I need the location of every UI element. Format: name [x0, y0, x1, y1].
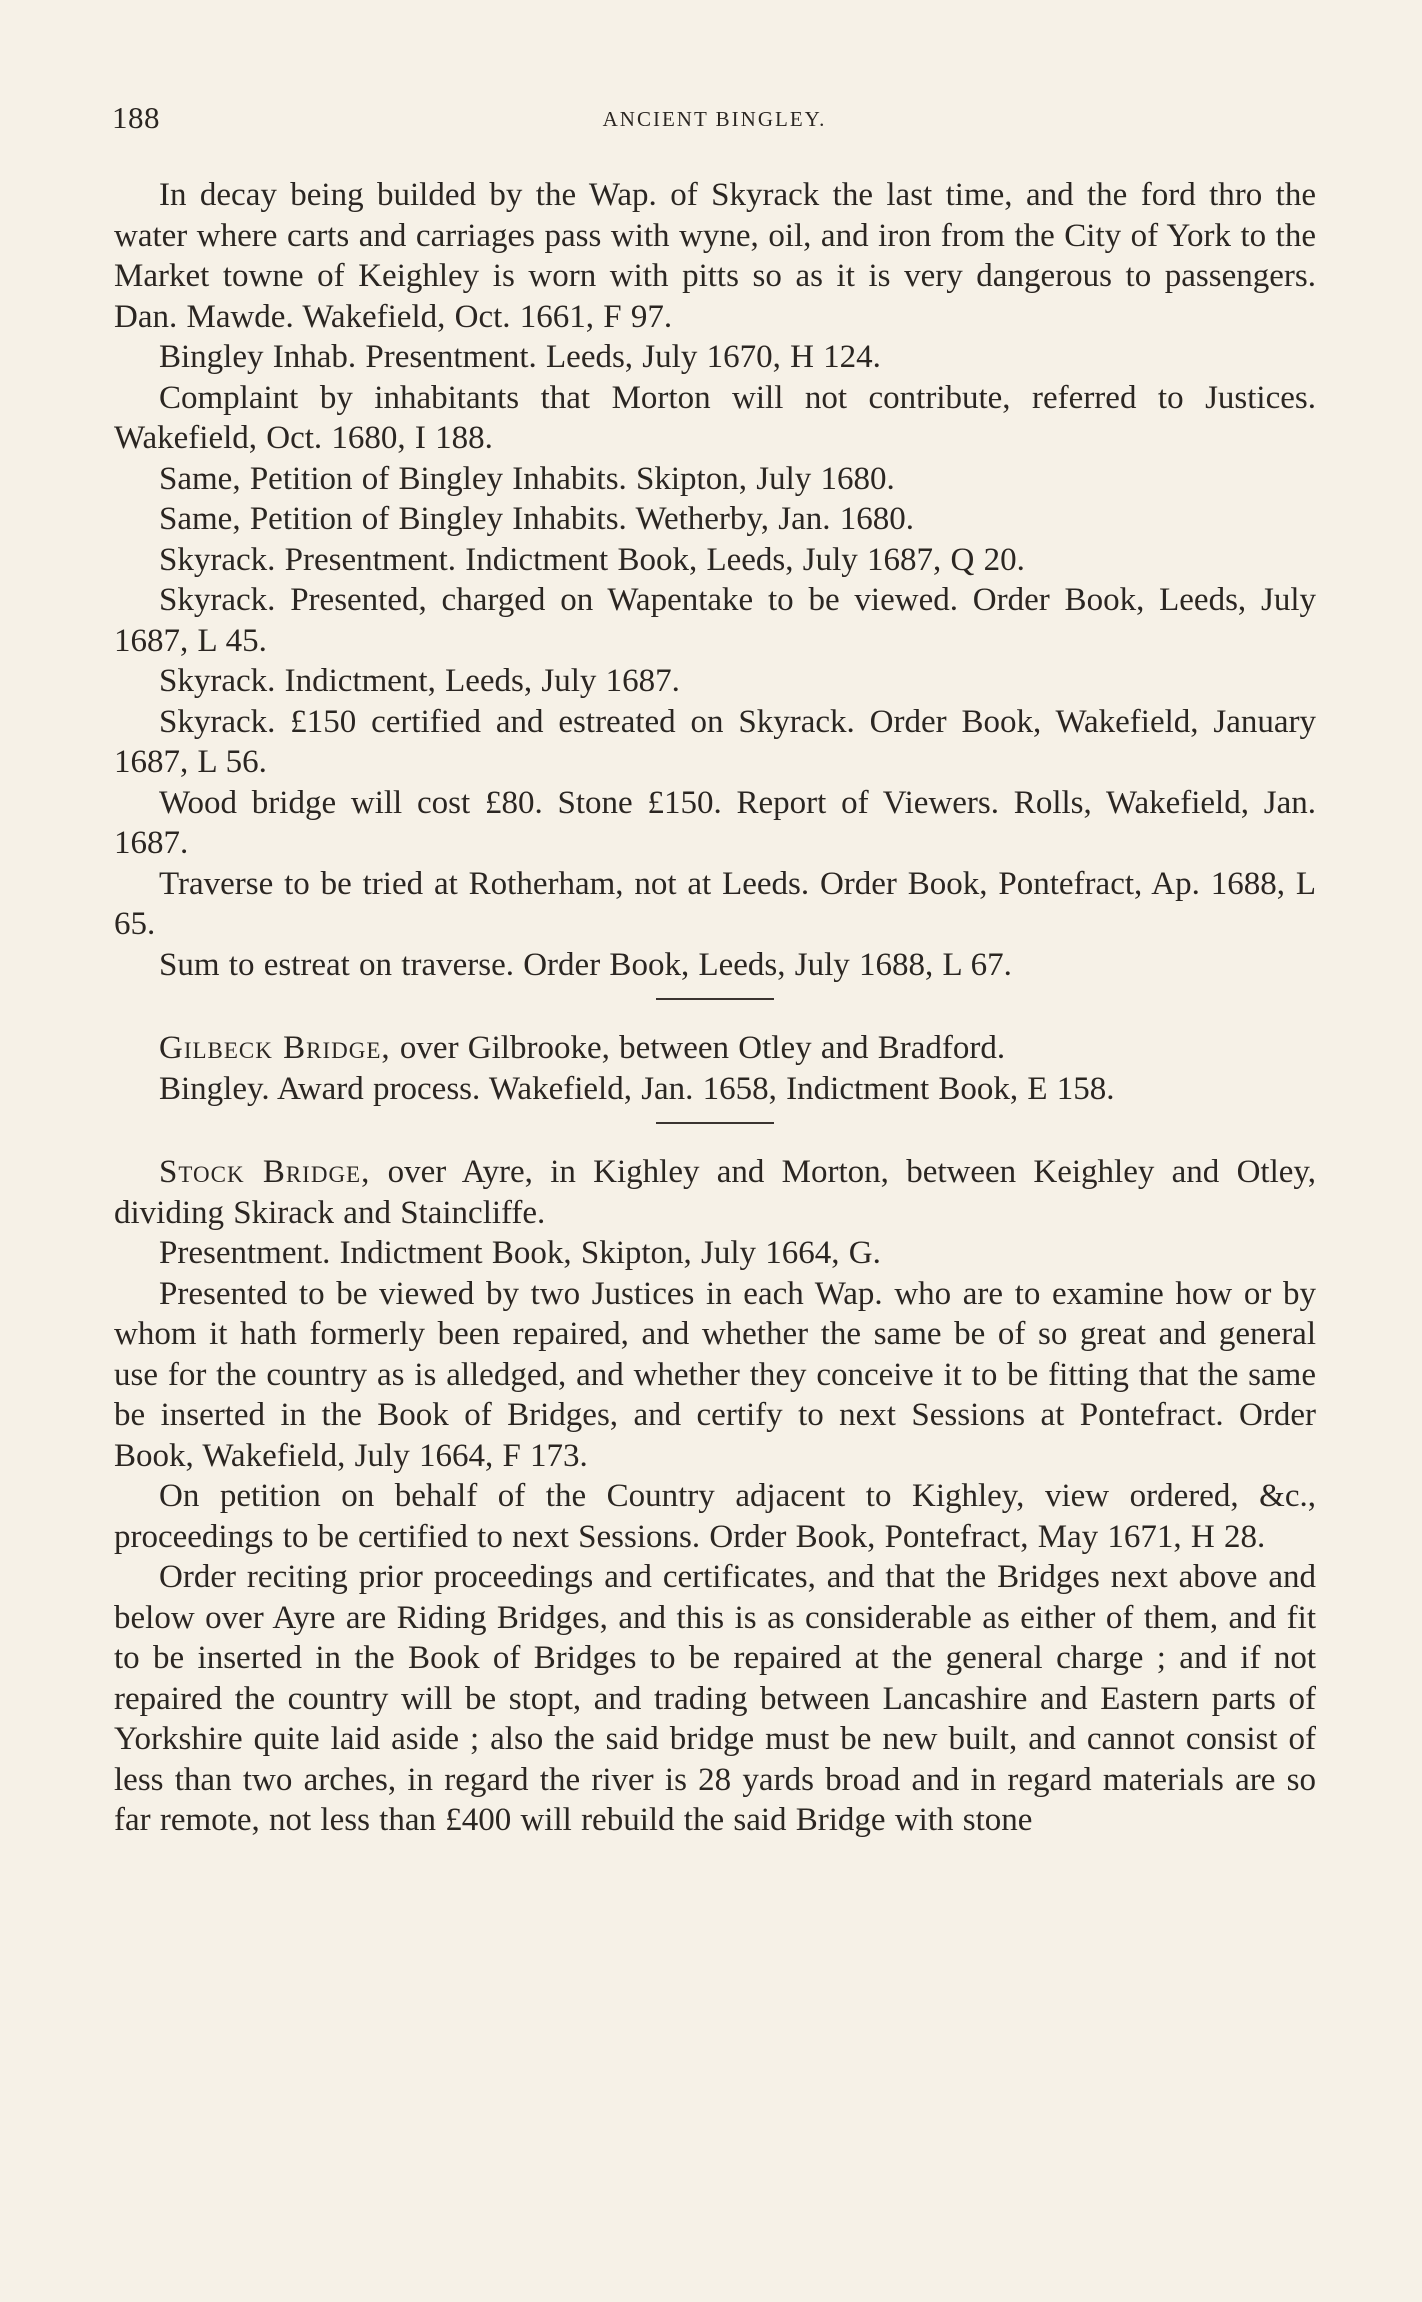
paragraph-stock-petition: On petition on behalf of the Country adjacent to Kighley, view ordered, &c., proceedings to be certified to next Sessions. Order Book, Pontefract, May 1671, H 28.	[114, 1478, 1316, 1555]
paragraph-skyrack-presented: Skyrack. Presented, charged on Wapentake to be viewed. Order Book, Leeds, July 1687, L 45.	[114, 582, 1316, 659]
gilbeck-bridge-heading: Gilbeck Bridge,	[159, 1030, 391, 1066]
page-number: 188	[112, 100, 160, 135]
stock-bridge-heading-rest: over Ayre, in Kighley and Morton, between Keighley and Otley, dividing Skirack and Staincliffe.	[114, 1154, 1317, 1231]
body-text	[114, 175, 1316, 1841]
paragraph-petition-wetherby: Same, Petition of Bingley Inhabits. Wetherby, Jan. 1680.	[159, 501, 914, 537]
paragraph-gilbeck-award: Bingley. Award process. Wakefield, Jan. 1658, Indictment Book, E 158.	[159, 1070, 1115, 1107]
paragraph-bingley-presentment: Bingley Inhab. Presentment. Leeds, July 1670, H 124.	[159, 339, 881, 375]
paragraph-stock-order: Order reciting prior proceedings and certificates, and that the Bridges next above and below over Ayre are Riding Bridges, and this is as considerable as either of them, and fit to be inserted in the Book of Bridges to be repaired at the general charge ; and if not repaired the country will be stopt, and trading between Lancashire and Eastern parts of Yorkshire quite laid aside ; also the said bridge must be new built, and cannot consist of less than two arches, in regard the river is 28 yards broad and in regard materials are so far remote, not less than £400 will rebuild the said Bridge with stone	[114, 1559, 1316, 1838]
paragraph-morton-complaint: Complaint by inhabitants that Morton will not contribute, referred to Justices. Wakefield, Oct. 1680, I 188.	[114, 379, 1316, 456]
running-title: ANCIENT BINGLEY.	[602, 107, 827, 131]
paragraph-stock-presentment: Presentment. Indictment Book, Skipton, July 1664, G.	[159, 1235, 881, 1271]
gilbeck-bridge-heading-paragraph	[114, 1028, 1316, 1069]
section-divider	[656, 998, 774, 1000]
paragraph-petition-skipton: Same, Petition of Bingley Inhabits. Skipton, July 1680.	[159, 460, 895, 497]
running-header	[112, 100, 1317, 140]
paragraph-skyrack-indictment: Skyrack. Indictment, Leeds, July 1687.	[159, 663, 680, 699]
paragraph-sum-estreat: Sum to estreat on traverse. Order Book, Leeds, July 1688, L 67.	[159, 946, 1012, 983]
paragraph-decay: In decay being builded by the Wap. of Skyrack the last time, and the ford thro the water where carts and carriages pass with wyne, oil, and iron from the City of York to the Market towne of Keighley is worn with pitts so as it is very dangerous to passengers. Dan. Mawde. Wakefield, Oct. 1661, F 97.	[114, 177, 1316, 335]
paragraph-wood-bridge: Wood bridge will cost £80. Stone £150. Report of Viewers. Rolls, Wakefield, Jan. 1687.	[114, 784, 1316, 861]
stock-bridge-heading-paragraph	[114, 1152, 1316, 1233]
paragraph-skyrack-certified: Skyrack. £150 certified and estreated on Skyrack. Order Book, Wakefield, January 1687, L 56.	[114, 703, 1316, 780]
stock-bridge-heading: Stock Bridge,	[159, 1154, 371, 1190]
paragraph-stock-viewed: Presented to be viewed by two Justices in each Wap. who are to examine how or by whom it hath formerly been repaired, and whether the same be of so great and general use for the country as is alledged, and whether they conceive it to be fitting that the same be inserted in the Book of Bridges, and certify to next Sessions at Pontefract. Order Book, Wakefield, July 1664, F 173.	[114, 1275, 1316, 1474]
section-divider	[656, 1122, 774, 1124]
paragraph-skyrack-presentment: Skyrack. Presentment. Indictment Book, Leeds, July 1687, Q 20.	[159, 541, 1025, 578]
paragraph-traverse: Traverse to be tried at Rotherham, not at Leeds. Order Book, Pontefract, Ap. 1688, L 65.	[114, 865, 1316, 942]
gilbeck-bridge-heading-rest: over Gilbrooke, between Otley and Bradford.	[390, 1030, 1006, 1066]
